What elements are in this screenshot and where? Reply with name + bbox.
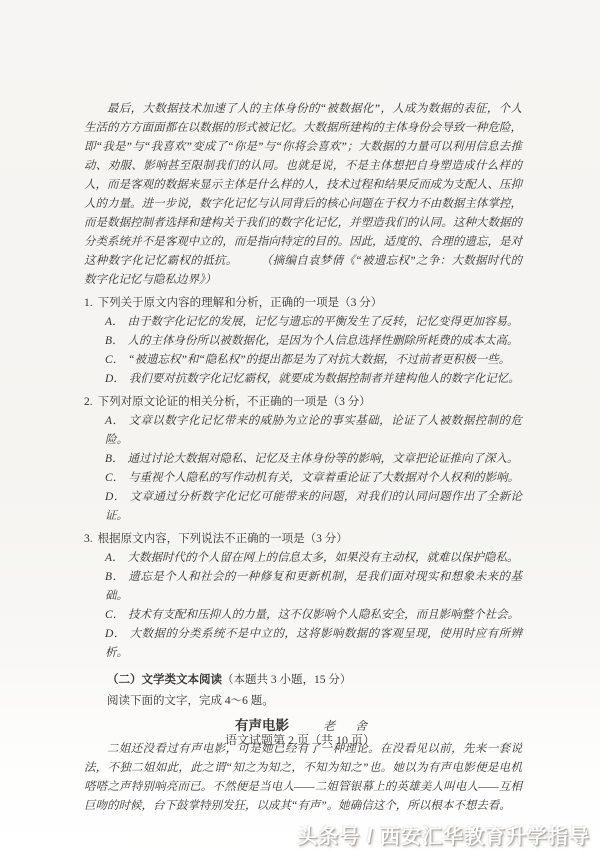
question-2-stem-text: 下列对原文论证的相关分析，不正确的一项是（3 分） — [97, 396, 371, 408]
option-c-label: C． — [105, 609, 125, 621]
question-2-option-d — [84, 488, 522, 526]
work-author: 老 舍 — [322, 719, 371, 733]
option-a-label: A． — [105, 316, 124, 328]
section-2-instruction: 阅读下面的文字，完成 4～6 题。 — [107, 695, 274, 707]
reading-passage-1 — [84, 100, 522, 290]
question-2-stem — [84, 393, 522, 412]
section-2-heading — [84, 671, 522, 690]
option-a-label: A． — [105, 415, 125, 427]
passage-1-text: 最后，大数据技术加速了人的主体身份的“被数据化”，人成为数据的表征，个人生活的方方面面都在以数据的形式被记忆。大数据所建构的主体身份会导致一种危险，即“我是”与“我喜欢”变成了“你是”与“你将会喜欢”；大数据的力量可以利用信息去推动、劝服、影响甚至限制我们的认同。也就是说，不是主体想把自身塑造成什么样的人，而是客观的数据来显示主体是什么样的人，技术过程和结果反而成为支配人、压抑人的力量。进一步说，数字化记忆与认同背后的核心问题在于权力不由数据主体掌控，而是数据控制者选择和建构关于我们的数字化记忆，并塑造我们的认同。这种大数据的分类系统并不是客观中立的，而是指向特定的目的。因此，适度的、合理的遗忘，是对这种数字化记忆霸权的抵抗。 — [84, 103, 522, 267]
option-b-label: B． — [105, 453, 124, 465]
option-a-label: A． — [105, 552, 124, 564]
question-1-option-a — [84, 313, 522, 332]
question-1-option-c — [84, 351, 522, 370]
question-1 — [84, 294, 522, 389]
question-3-number: 3. — [84, 533, 93, 545]
question-1-number: 1. — [84, 297, 93, 309]
question-2-option-a — [84, 412, 522, 450]
option-b-text: 通过讨论大数据对隐私、记忆及主体身份等的影响，文章把论证推向了深入。 — [127, 453, 519, 465]
option-b-text: 人的主体身份所以被数据化，是因为个人信息选择性删除所耗费的成本太高。 — [127, 335, 519, 347]
question-3-option-b — [84, 568, 522, 606]
option-b-text: 遗忘是个人和社会的一种修复和更新机制，是我们面对现实和想象未来的基础。 — [105, 571, 522, 602]
page-number-footer: 语文试题第 2 页（共 10 页） — [224, 733, 375, 747]
option-d-text: 大数据的分类系统不是中立的，这将影响数据的客观呈现，使用时应有所辨析。 — [105, 628, 523, 659]
work-title: 有声电影 — [234, 718, 289, 733]
question-1-stem — [84, 294, 522, 313]
question-2 — [84, 393, 522, 526]
question-3-stem-text: 根据原文内容，下列说法不正确的一项是（3 分） — [97, 533, 348, 545]
page-content — [84, 100, 522, 816]
reading-passage-2: 二姐还没看过有声电影，可是她已经有了一种理论。在没看见以前，先来一套说法，不独二姐如此，此之谓“知之为知之，不知为知之”也。她以为有声电影便是电机嗒嗒之声特别响亮而已。不然便是当电人——二姐管银幕上的英雄美人叫电人——互相巨吻的时候，台下鼓掌特别发狂，以成其“有声”。她确信这个，所以根本不想去看。 — [84, 743, 522, 812]
option-b-label: B． — [105, 571, 125, 583]
question-3-option-a — [84, 549, 522, 568]
section-2-heading-prefix: （二） — [107, 674, 142, 686]
option-a-text: 由于数字化记忆的发展，记忆与遗忘的平衡发生了反转，记忆变得更加容易。 — [127, 316, 519, 328]
option-c-text: 与重视个人隐私的写作动机有关，文章着重论证了大数据对个人权利的影响。 — [128, 472, 520, 484]
option-d-text: 文章通过分析数字化记忆可能带来的问题，对我们的认同问题作出了全新论证。 — [105, 491, 523, 522]
option-c-text: 技术有支配和压抑人的力量，这不仅影响个人隐私安全，而且影响整个社会。 — [128, 609, 520, 621]
option-b-label: B． — [105, 335, 124, 347]
option-a-text: 文章以数字化记忆带来的威胁为立论的事实基础，论证了人被数据控制的危险。 — [105, 415, 522, 446]
question-1-stem-text: 下列关于原文内容的理解和分析，正确的一项是（3 分） — [97, 297, 383, 309]
option-d-label: D． — [105, 373, 125, 385]
question-2-number: 2. — [84, 396, 93, 408]
toutiao-watermark: 头条号 / 西安汇华教育升学指导 — [297, 826, 590, 848]
question-2-option-c — [84, 469, 522, 488]
option-a-text: 大数据时代的个人留在网上的信息太多，如果没有主动权，就难以保护隐私。 — [127, 552, 519, 564]
question-3 — [84, 530, 522, 663]
section-2-heading-suffix: （本题共 3 小题，15 分） — [222, 674, 352, 686]
option-c-label: C． — [105, 354, 125, 366]
question-3-option-c — [84, 606, 522, 625]
option-d-label: D． — [105, 628, 126, 640]
option-d-text: 我们要对抗数字化记忆霸权，就要成为数据控制者并建构他人的数字化记忆。 — [128, 373, 520, 385]
passage-1-attribution: （摘编自袁梦倩《“被遗忘权”之争：大数据时代的数字化记忆与隐私边界》） — [84, 255, 522, 286]
question-1-option-d — [84, 370, 522, 389]
option-c-label: C． — [105, 472, 125, 484]
option-d-label: D． — [105, 491, 126, 503]
option-c-text: “被遗忘权”和“隐私权”的提出都是为了对抗大数据，不过前者更积极一些。 — [128, 354, 511, 366]
question-2-option-b — [84, 450, 522, 469]
question-1-option-b — [84, 332, 522, 351]
question-3-stem — [84, 530, 522, 549]
question-3-option-d — [84, 625, 522, 663]
section-2-heading-main: 文学类文本阅读 — [141, 674, 222, 686]
